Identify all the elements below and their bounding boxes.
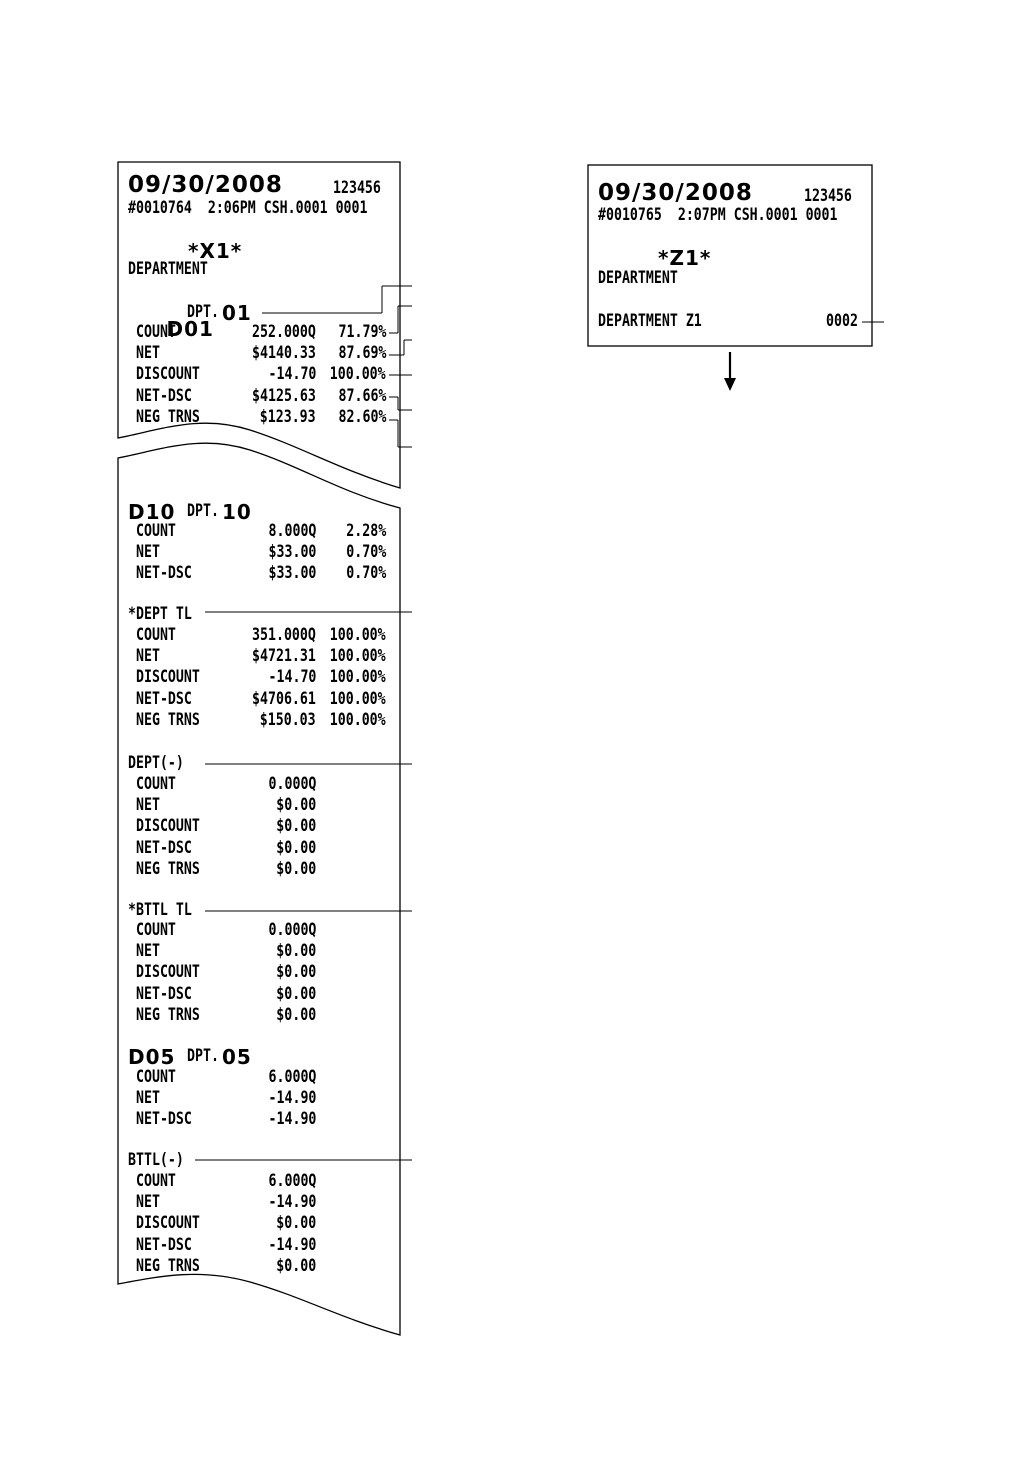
row-percent: 82.60%: [338, 406, 386, 427]
section-heading-dept-minus: DEPT(-): [128, 753, 184, 773]
section-heading-dept-tl: *DEPT TL: [128, 604, 192, 624]
row-label: COUNT: [136, 322, 176, 342]
row-label: COUNT: [136, 625, 176, 645]
row-value: -14.70: [268, 667, 316, 688]
row-label: NET-DSC: [136, 983, 192, 1004]
row-label: DISCOUNT: [136, 962, 200, 983]
row-value: 6.000Q: [268, 1067, 316, 1087]
row-percent: 87.69%: [338, 343, 386, 364]
section-heading-d05: D05: [128, 1045, 176, 1069]
z1-machine-no: 123456: [804, 186, 852, 206]
section-heading-d10: D10: [128, 500, 176, 524]
row-label: NET: [136, 1088, 160, 1109]
row-label: NEG TRNS: [136, 1255, 200, 1276]
row-percent: 100.00%: [330, 667, 386, 688]
row-value: -14.70: [268, 364, 316, 385]
row-value: $33.00: [268, 542, 316, 563]
row-value: $123.93: [260, 406, 316, 427]
row-value: $4721.31: [252, 646, 316, 667]
section-heading-bttl-minus: BTTL(-): [128, 1150, 184, 1170]
row-value: $0.00: [276, 858, 316, 879]
row-value: $0.00: [276, 983, 316, 1004]
z1-mode: *Z1*: [658, 246, 712, 270]
row-label: NET-DSC: [136, 1234, 192, 1255]
dpt-no-d05: 05: [222, 1045, 252, 1069]
row-label: NET-DSC: [136, 1109, 192, 1130]
row-value: $0.00: [276, 962, 316, 983]
row-label: DISCOUNT: [136, 1213, 200, 1234]
x1-machine-no: 123456: [333, 178, 381, 198]
row-label: NEG TRNS: [136, 1004, 200, 1025]
row-label: DISCOUNT: [136, 816, 200, 837]
row-label: NET-DSC: [136, 385, 192, 406]
section-heading-d01: D01: [166, 317, 214, 341]
row-label: COUNT: [136, 1171, 176, 1191]
row-value: 6.000Q: [268, 1171, 316, 1191]
row-label: COUNT: [136, 774, 176, 794]
section-heading-bttl-tl: *BTTL TL: [128, 900, 192, 920]
row-label: DISCOUNT: [136, 364, 200, 385]
row-percent: 100.00%: [330, 709, 386, 730]
row-label: NET: [136, 646, 160, 667]
row-value: $150.03: [260, 709, 316, 730]
row-value: $0.00: [276, 816, 316, 837]
dpt-label-d01: DPT.: [187, 302, 219, 322]
row-percent: 2.28%: [346, 521, 386, 541]
row-value: 252.000Q: [252, 322, 316, 342]
z1-date: 09/30/2008: [598, 180, 753, 206]
x1-mode: *X1*: [188, 239, 243, 263]
row-label: NET-DSC: [136, 563, 192, 584]
row-percent: 100.00%: [330, 364, 386, 385]
row-label: NET: [136, 1192, 160, 1213]
row-label: NET: [136, 343, 160, 364]
row-label: COUNT: [136, 1067, 176, 1087]
x1-date: 09/30/2008: [128, 172, 283, 198]
row-value: $4140.33: [252, 343, 316, 364]
arrow-down-icon: [724, 352, 736, 391]
z1-counter-label: DEPARTMENT Z1: [598, 311, 702, 331]
row-value: $0.00: [276, 1255, 316, 1276]
row-value: $33.00: [268, 563, 316, 584]
row-percent: 87.66%: [338, 385, 386, 406]
row-label: COUNT: [136, 920, 176, 940]
row-percent: 71.79%: [338, 322, 386, 342]
row-percent: 0.70%: [346, 542, 386, 563]
row-value: $0.00: [276, 1213, 316, 1234]
row-value: $0.00: [276, 941, 316, 962]
row-percent: 0.70%: [346, 563, 386, 584]
row-label: NET: [136, 542, 160, 563]
row-label: NET: [136, 795, 160, 816]
x1-title: DEPARTMENT: [128, 259, 208, 279]
row-label: NEG TRNS: [136, 709, 200, 730]
row-value: $0.00: [276, 1004, 316, 1025]
row-value: -14.90: [268, 1192, 316, 1213]
row-value: 8.000Q: [268, 521, 316, 541]
z1-header-line: #0010765 2:07PM CSH.0001 0001: [598, 205, 838, 225]
row-label: COUNT: [136, 521, 176, 541]
dpt-no-d10: 10: [222, 500, 252, 524]
row-value: $4125.63: [252, 385, 316, 406]
x1-header-line: #0010764 2:06PM CSH.0001 0001: [128, 198, 368, 218]
row-value: -14.90: [268, 1109, 316, 1130]
row-value: $4706.61: [252, 688, 316, 709]
row-value: 0.000Q: [268, 920, 316, 940]
dpt-label-d05: DPT.: [187, 1046, 219, 1066]
row-label: NET-DSC: [136, 688, 192, 709]
row-label: NEG TRNS: [136, 406, 200, 427]
z1-counter-value: 0002: [826, 311, 858, 331]
row-label: NET-DSC: [136, 837, 192, 858]
row-percent: 100.00%: [330, 688, 386, 709]
dpt-no-d01: 01: [222, 301, 252, 325]
z1-title: DEPARTMENT: [598, 268, 678, 288]
row-label: NEG TRNS: [136, 858, 200, 879]
row-label: DISCOUNT: [136, 667, 200, 688]
row-percent: 100.00%: [330, 625, 386, 645]
row-value: -14.90: [268, 1234, 316, 1255]
row-percent: 100.00%: [330, 646, 386, 667]
row-label: NET: [136, 941, 160, 962]
row-value: 351.000Q: [252, 625, 316, 645]
dpt-label-d10: DPT.: [187, 501, 219, 521]
row-value: 0.000Q: [268, 774, 316, 794]
row-value: -14.90: [268, 1088, 316, 1109]
row-value: $0.00: [276, 837, 316, 858]
row-value: $0.00: [276, 795, 316, 816]
